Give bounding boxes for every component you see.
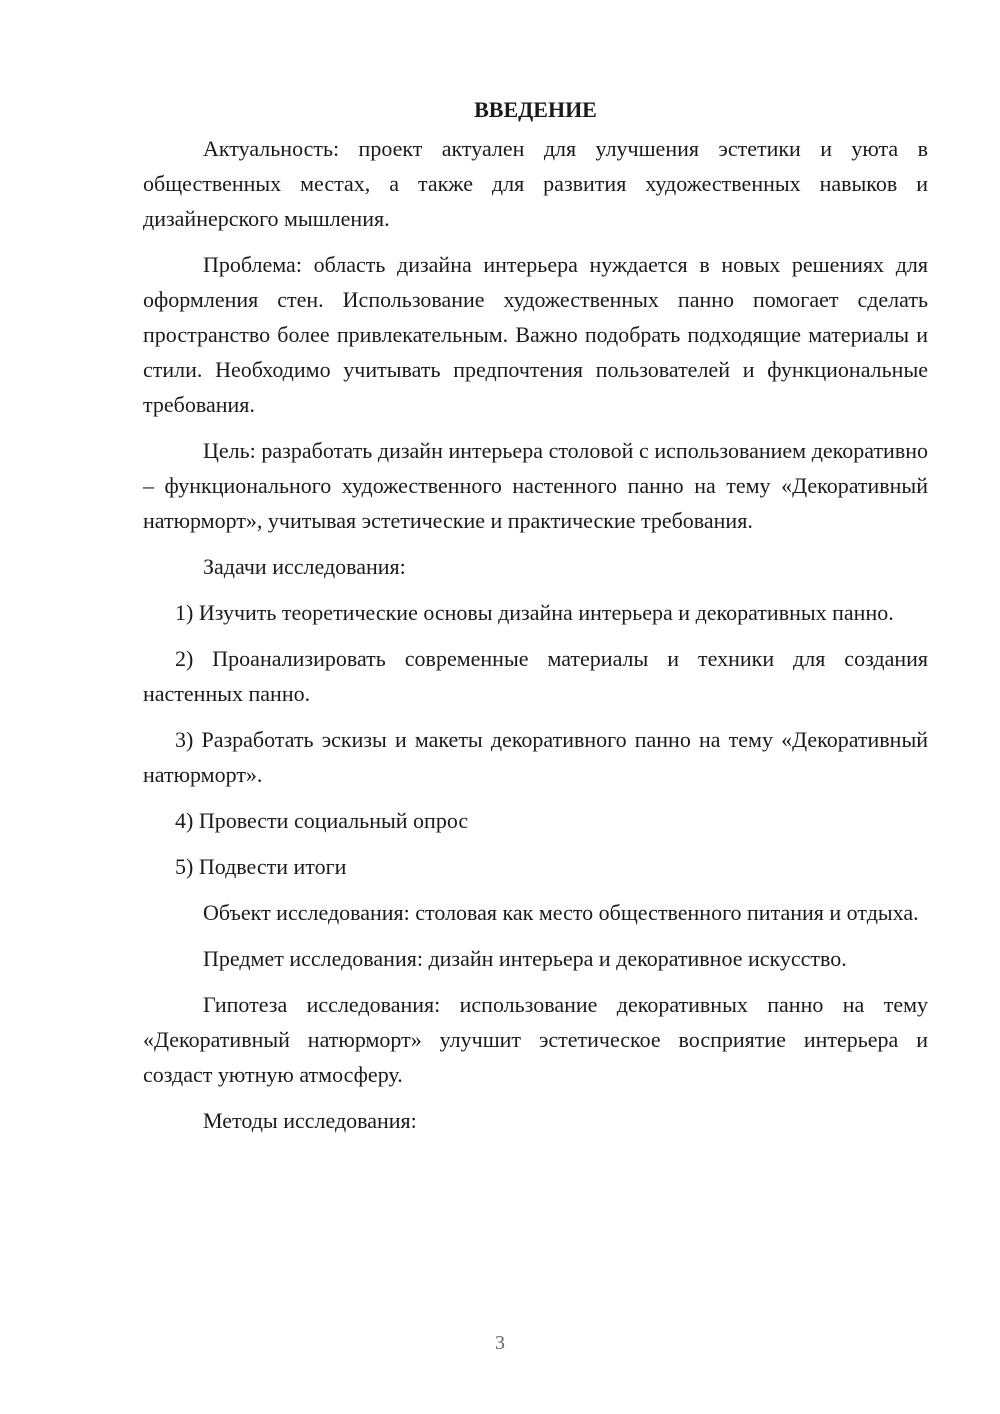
task-item-1: 1) Изучить теоретические основы дизайна интерьера и декоративных панно. [175,600,894,625]
task-item-3: 3) Разработать эскизы и макеты декоративного панно на тему «Декоративный натюрморт». [143,727,928,787]
page-number: 3 [495,1332,505,1354]
section-title: ВВЕДЕНИЕ [474,97,597,122]
task-item-5: 5) Подвести итоги [175,854,347,879]
task-item-4: 4) Провести социальный опрос [175,808,469,833]
object-paragraph: Объект исследования: столовая как место общественного питания и отдыха. [203,900,919,925]
document-page [143,92,928,1149]
tasks-heading: Задачи исследования: [203,554,406,579]
task-item-2: 2) Проанализировать современные материалы и техники для создания настенных панно. [143,646,928,706]
subject-paragraph: Предмет исследования: дизайн интерьера и декоративное искусство. [203,946,847,971]
problem-paragraph: Проблема: область дизайна интерьера нуждается в новых решениях для оформления стен. Использование художественных панно помогает сделать пространство более привлекательным. Важно подобрать подходящие материалы и стили. Необходимо учитывать предпочтения пользователей и функциональные требования. [143,252,928,417]
goal-paragraph: Цель: разработать дизайн интерьера столовой с использованием декоративно – функционального художественного настенного панно на тему «Декоративный натюрморт», учитывая эстетические и практические требования. [143,438,928,533]
hypothesis-paragraph: Гипотеза исследования: использование декоративных панно на тему «Декоративный натюрморт» улучшит эстетическое восприятие интерьера и создаст уютную атмосферу. [143,992,928,1087]
methods-heading: Методы исследования: [203,1108,417,1133]
relevance-paragraph: Актуальность: проект актуален для улучшения эстетики и уюта в общественных местах, а также для развития художественных навыков и дизайнерского мышления. [143,136,928,231]
